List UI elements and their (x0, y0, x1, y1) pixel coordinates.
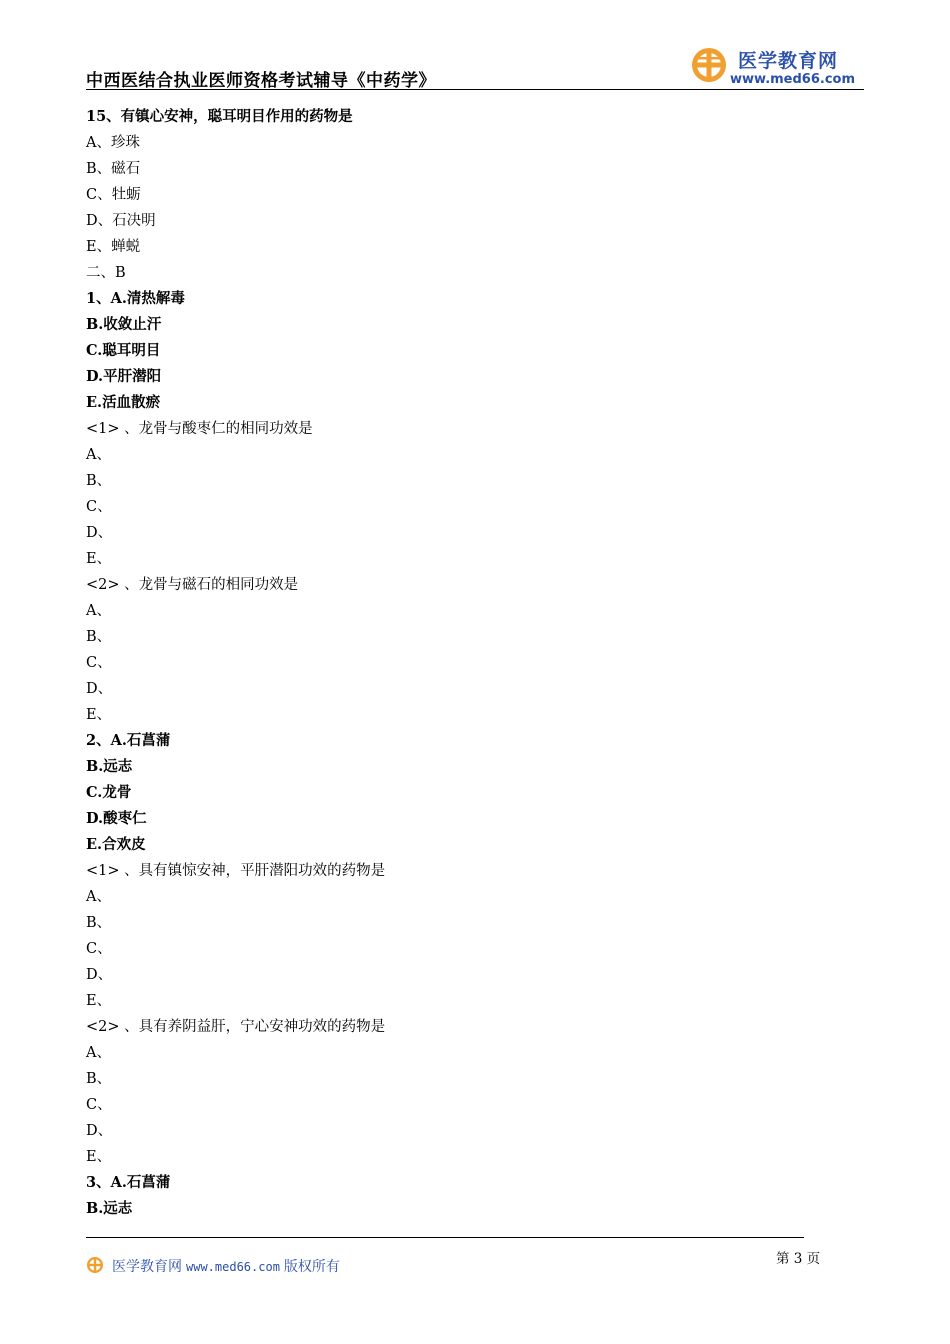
text-line: <2> 、具有养阴益肝，宁心安神功效的药物是 (86, 1019, 386, 1035)
footer-rights: 版权所有 (283, 1259, 340, 1275)
text-line: 1、A.清热解毒 (86, 290, 185, 307)
text-line: C.聪耳明目 (86, 342, 161, 359)
text-line: E.活血散瘀 (86, 394, 161, 411)
text-line: B.收敛止汗 (86, 316, 162, 333)
text-line: C、 (86, 655, 112, 671)
med66-footer-logo-icon (86, 1256, 104, 1274)
text-line: 2、A.石菖蒲 (86, 732, 171, 749)
footer-url[interactable]: www.med66.com (186, 1260, 280, 1274)
text-line: B.远志 (86, 758, 133, 775)
text-line: B、 (86, 1071, 112, 1087)
text-line: B、 (86, 473, 112, 489)
text-line: A、 (86, 889, 111, 905)
logo-site-name: 医学教育网 (738, 50, 839, 72)
header-divider (86, 89, 864, 90)
text-line: C、 (86, 1097, 112, 1113)
text-line: 15、有镇心安神，聪耳明目作用的药物是 (86, 108, 353, 125)
text-line: E、蝉蜕 (86, 239, 141, 255)
text-line: B、 (86, 915, 112, 931)
text-line: A、 (86, 1045, 111, 1061)
text-line: 3、A.石菖蒲 (86, 1174, 171, 1191)
footer-divider (86, 1237, 804, 1238)
text-line: A、 (86, 447, 111, 463)
text-line: B、 (86, 629, 112, 645)
med66-logo-icon (690, 46, 728, 84)
page-header (86, 44, 864, 90)
document-title: 中西医结合执业医师资格考试辅导《中药学》 (86, 71, 436, 91)
text-line: D.酸枣仁 (86, 810, 147, 827)
text-line: D、 (86, 967, 113, 983)
text-line: B、磁石 (86, 161, 141, 177)
text-line: <1> 、具有镇惊安神，平肝潜阳功效的药物是 (86, 863, 386, 879)
text-line: 二、B (86, 265, 126, 281)
question-content (86, 104, 826, 1222)
logo-url: www.med66.com (730, 72, 856, 87)
text-line: <2> 、龙骨与磁石的相同功效是 (86, 577, 299, 593)
site-logo (690, 44, 864, 88)
text-line: E、 (86, 993, 112, 1009)
text-line: D、 (86, 525, 113, 541)
text-line: C、牡蛎 (86, 187, 141, 203)
text-line: D、 (86, 1123, 113, 1139)
text-line: B.远志 (86, 1200, 133, 1217)
text-line: C.龙骨 (86, 784, 132, 801)
footer-text (112, 1256, 340, 1276)
text-line: D、 (86, 681, 113, 697)
text-line: C、 (86, 499, 112, 515)
text-line: C、 (86, 941, 112, 957)
text-line: E、 (86, 707, 112, 723)
text-line: D、石决明 (86, 213, 156, 229)
text-line: A、 (86, 603, 111, 619)
text-line: <1> 、龙骨与酸枣仁的相同功效是 (86, 421, 313, 437)
text-line: A、珍珠 (86, 135, 140, 151)
text-line: E.合欢皮 (86, 836, 146, 853)
footer-site-name: 医学教育网 (112, 1259, 182, 1275)
text-line: E、 (86, 1149, 112, 1165)
page-number: 第 3 页 (776, 1251, 821, 1267)
text-line: E、 (86, 551, 112, 567)
text-line: D.平肝潜阳 (86, 368, 162, 385)
